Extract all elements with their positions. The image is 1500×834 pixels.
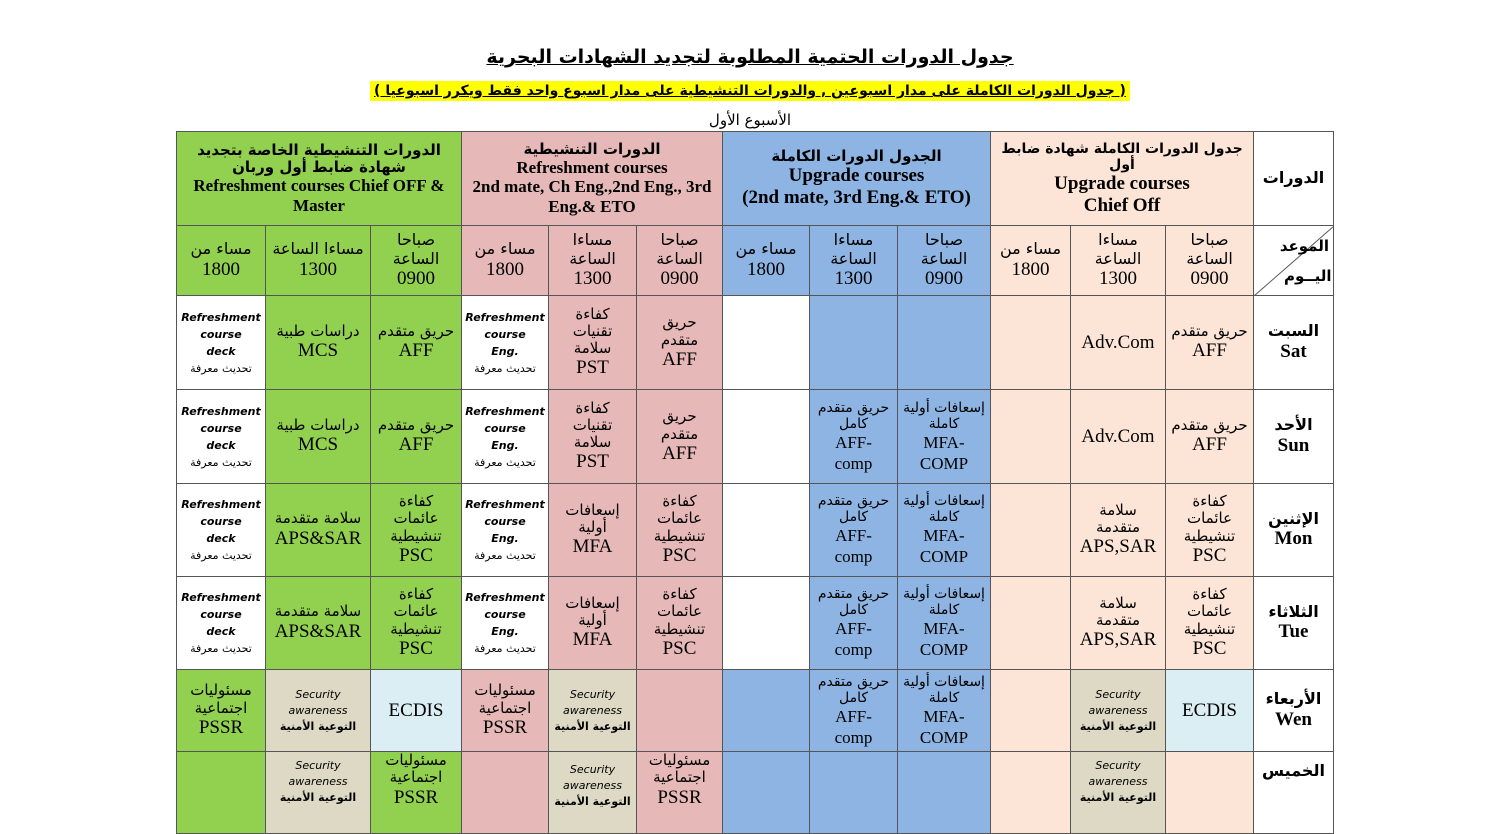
course-cell-mfa-comp: إسعافات أولية كاملة MFA- COMP [898, 670, 991, 752]
empty-cell [723, 390, 810, 484]
empty-cell [723, 670, 810, 752]
empty-cell [991, 390, 1071, 484]
security-awareness-cell: Security awareness التوعية الأمنية [549, 670, 637, 752]
group-header-upgrade: الجدول الدورات الكاملة Upgrade courses (2nd mate, 3rd Eng.& ETO) [723, 132, 991, 226]
time-afternoon: مساءا الساعة 1300 [1071, 226, 1166, 296]
empty-cell [898, 296, 991, 390]
empty-cell [810, 296, 898, 390]
day-cell-sun: الأحد Sun [1254, 390, 1334, 484]
empty-cell [991, 577, 1071, 670]
course-cell-pssr: مسئوليات اجتماعية PSSR [371, 752, 462, 834]
empty-cell [723, 577, 810, 670]
empty-cell [462, 752, 549, 834]
refresher-deck-cell: Refreshment course deck تحديث معرفة [177, 390, 266, 484]
empty-cell [723, 296, 810, 390]
header-times-row [177, 226, 1334, 296]
security-awareness-cell: Security awareness التوعية الأمنية [266, 752, 371, 834]
course-cell-pssr: مسئوليات اجتماعية PSSR [637, 752, 723, 834]
security-awareness-cell: Security awareness التوعية الأمنية [1071, 670, 1166, 752]
course-cell-pst: كفاءة تقنيات سلامة PST [549, 296, 637, 390]
time-afternoon: مساءا الساعة 1300 [266, 226, 371, 296]
refresher-eng-cell: Refreshment course Eng. تحديث معرفة [462, 484, 549, 577]
document-title: جدول الدورات الحتمية المطلوبة لتجديد الشهادات البحرية [486, 46, 1014, 68]
time-morning: صباحا الساعة 0900 [1166, 226, 1254, 296]
group-header-chief-master: الدورات التنشيطية الخاصة بتجديد شهادة ضابط أول وربان Refreshment courses Chief OFF & Master [177, 132, 462, 226]
security-awareness-cell: Security awareness التوعية الأمنية [1071, 752, 1166, 834]
course-cell-psc: كفاءة عائمات تنشيطية PSC [371, 577, 462, 670]
empty-cell [723, 484, 810, 577]
course-cell-aff-comp: حريق متقدم كامل AFF- comp [810, 484, 898, 577]
course-cell-aff: حريق متقدم AFF [1166, 296, 1254, 390]
refresher-deck-cell: Refreshment course deck تحديث معرفة [177, 484, 266, 577]
empty-cell [810, 752, 898, 834]
course-cell-aps-sar: سلامة متقدمة APS&SAR [266, 577, 371, 670]
day-cell-mon: الإثنين Mon [1254, 484, 1334, 577]
day-label: اليــوم [1284, 266, 1332, 285]
group-header-refreshment: الدورات التنشيطية Refreshment courses 2nd mate, Ch Eng.,2nd Eng., 3rd Eng.& ETO [462, 132, 723, 226]
empty-cell [991, 484, 1071, 577]
time-afternoon: مساءا الساعة 1300 [810, 226, 898, 296]
course-cell-aff-comp: حريق متقدم كامل AFF- comp [810, 390, 898, 484]
empty-cell [991, 670, 1071, 752]
table-row [177, 752, 1334, 834]
course-cell-advcom: Adv.Com [1071, 390, 1166, 484]
refresher-eng-cell: Refreshment course Eng. تحديث معرفة [462, 390, 549, 484]
course-cell-psc: كفاءة عائمات تنشيطية PSC [637, 484, 723, 577]
group-header-upgrade-chief-off: جدول الدورات الكاملة شهادة ضابط أول Upgrade courses Chief Off [991, 132, 1254, 226]
empty-cell [637, 670, 723, 752]
course-cell-mfa: إسعافات أولية MFA [549, 577, 637, 670]
course-cell-aff: حريق متقدم AFF [637, 296, 723, 390]
time-evening: مساء من 1800 [177, 226, 266, 296]
course-cell-pssr: مسئوليات اجتماعية PSSR [462, 670, 549, 752]
day-cell-thu: الخميس [1254, 752, 1334, 834]
time-afternoon: مساءا الساعة 1300 [549, 226, 637, 296]
refresher-eng-cell: Refreshment course Eng. تحديث معرفة [462, 577, 549, 670]
course-cell-mfa-comp: إسعافات أولية كاملة MFA- COMP [898, 390, 991, 484]
day-cell-tue: الثلاثاء Tue [1254, 577, 1334, 670]
refresher-eng-cell: Refreshment course Eng. تحديث معرفة [462, 296, 549, 390]
header-groups-row [177, 132, 1334, 226]
table-row [177, 484, 1334, 577]
empty-cell [991, 752, 1071, 834]
course-cell-ecdis: ECDIS [371, 670, 462, 752]
time-evening: مساء من 1800 [462, 226, 549, 296]
course-cell-psc: كفاءة عائمات تنشيطية PSC [371, 484, 462, 577]
day-cell-sat: السبت Sat [1254, 296, 1334, 390]
table-row [177, 296, 1334, 390]
time-evening: مساء من 1800 [723, 226, 810, 296]
course-cell-mfa-comp: إسعافات أولية كاملة MFA- COMP [898, 484, 991, 577]
course-cell-mfa: إسعافات أولية MFA [549, 484, 637, 577]
course-cell-aps-sar: سلامة متقدمة APS,SAR [1071, 484, 1166, 577]
time-morning: صباحا الساعة 0900 [371, 226, 462, 296]
security-awareness-cell: Security awareness التوعية الأمنية [266, 670, 371, 752]
course-cell-psc: كفاءة عائمات تنشيطية PSC [1166, 577, 1254, 670]
time-label: الموعد [1279, 237, 1329, 255]
empty-cell [991, 296, 1071, 390]
course-cell-ecdis: ECDIS [1166, 670, 1254, 752]
course-cell-aps-sar: سلامة متقدمة APS&SAR [266, 484, 371, 577]
time-day-corner-cell [1254, 226, 1334, 296]
empty-cell [177, 752, 266, 834]
course-cell-aff-comp: حريق متقدم كامل AFF- comp [810, 670, 898, 752]
course-cell-aff: حريق متقدم AFF [1166, 390, 1254, 484]
time-morning: صباحا الساعة 0900 [637, 226, 723, 296]
course-cell-psc: كفاءة عائمات تنشيطية PSC [637, 577, 723, 670]
course-cell-mcs: دراسات طبية MCS [266, 390, 371, 484]
course-cell-aff: حريق متقدم AFF [371, 296, 462, 390]
course-cell-mfa-comp: إسعافات أولية كاملة MFA- COMP [898, 577, 991, 670]
courses-label: الدورات [1254, 132, 1334, 226]
course-cell-aff: حريق متقدم AFF [371, 390, 462, 484]
schedule-table [176, 131, 1334, 834]
document-subtitle: ( جدول الدورات الكاملة على مدار اسبوعين , والدورات التنشيطية على مدار اسبوع واحد فقط ويكرر اسبوعيا ) [0, 80, 1500, 102]
security-awareness-cell: Security awareness التوعية الأمنية [549, 752, 637, 834]
empty-cell [898, 752, 991, 834]
week-label: الأسبوع الأول [708, 111, 792, 129]
table-row [177, 577, 1334, 670]
course-cell-aff-comp: حريق متقدم كامل AFF- comp [810, 577, 898, 670]
empty-cell [1166, 752, 1254, 834]
time-morning: صباحا الساعة 0900 [898, 226, 991, 296]
course-cell-advcom: Adv.Com [1071, 296, 1166, 390]
time-evening: مساء من 1800 [991, 226, 1071, 296]
table-row [177, 390, 1334, 484]
course-cell-aff: حريق متقدم AFF [637, 390, 723, 484]
refresher-deck-cell: Refreshment course deck تحديث معرفة [177, 577, 266, 670]
empty-cell [723, 752, 810, 834]
refresher-deck-cell: Refreshment course deck تحديث معرفة [177, 296, 266, 390]
course-cell-pssr: مسئوليات اجتماعية PSSR [177, 670, 266, 752]
course-cell-mcs: دراسات طبية MCS [266, 296, 371, 390]
day-cell-wed: الأربعاء Wen [1254, 670, 1334, 752]
table-row [177, 670, 1334, 752]
course-cell-psc: كفاءة عائمات تنشيطية PSC [1166, 484, 1254, 577]
course-cell-pst: كفاءة تقنيات سلامة PST [549, 390, 637, 484]
course-cell-aps-sar: سلامة متقدمة APS,SAR [1071, 577, 1166, 670]
